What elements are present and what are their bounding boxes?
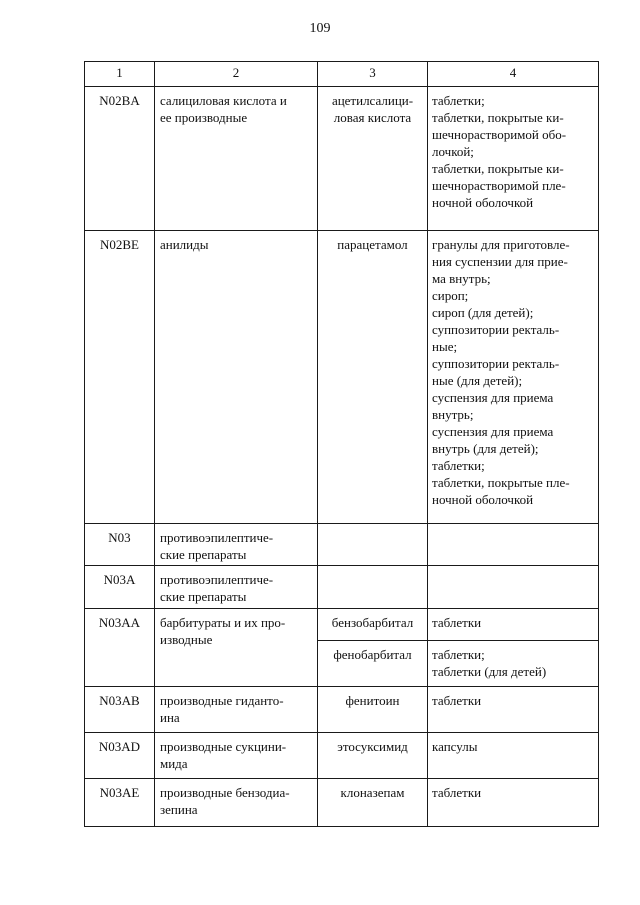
dosage-form-line: таблетки;	[432, 647, 485, 662]
dosage-forms-cell	[428, 687, 599, 733]
group-text-line: ские препараты	[160, 589, 247, 604]
dosage-form-line: таблетки	[432, 785, 482, 800]
dosage-form-line: гранулы для приготовле-	[432, 237, 570, 252]
dosage-form-line: ния суспензии для прие-	[432, 254, 568, 269]
dosage-form-line: таблетки	[432, 615, 482, 630]
dosage-form-line: суспензия для приема	[432, 424, 554, 439]
drug-name-cell	[318, 87, 428, 231]
atc-code-cell: N03AE	[85, 779, 155, 827]
group-text-line: производные гиданто-	[160, 693, 284, 708]
anatomic-group-cell	[155, 231, 318, 524]
group-text-line: ские препараты	[160, 547, 247, 562]
drug-name-line: парацетамол	[337, 237, 408, 252]
drug-table	[84, 61, 599, 827]
atc-code-cell: N03AD	[85, 733, 155, 779]
table-row	[85, 609, 599, 641]
dosage-form-line: суппозитории ректаль-	[432, 356, 560, 371]
dosage-form-line: шечнорастворимой пле-	[432, 178, 566, 193]
drug-name-line: фенитоин	[345, 693, 400, 708]
dosage-form-line: ма внутрь;	[432, 271, 491, 286]
table-row	[85, 524, 599, 566]
dosage-form-line: суспензия для приема	[432, 390, 554, 405]
column-header: 3	[318, 62, 428, 87]
table-row	[85, 779, 599, 827]
table-row	[85, 231, 599, 524]
group-text-line: салициловая кислота и	[160, 93, 287, 108]
dosage-forms-cell	[428, 733, 599, 779]
anatomic-group-cell	[155, 566, 318, 609]
dosage-form-line: сироп (для детей);	[432, 305, 534, 320]
anatomic-group-cell	[155, 733, 318, 779]
dosage-forms-cell	[428, 609, 599, 641]
table-header-row	[85, 62, 599, 87]
dosage-forms-cell	[428, 231, 599, 524]
dosage-forms-cell	[428, 779, 599, 827]
dosage-form-line: капсулы	[432, 739, 478, 754]
drug-name-line: этосуксимид	[337, 739, 408, 754]
dosage-form-line: таблетки, покрытые пле-	[432, 475, 570, 490]
drug-name-cell	[318, 609, 428, 641]
drug-name-cell	[318, 779, 428, 827]
table-row	[85, 87, 599, 231]
table-row	[85, 733, 599, 779]
column-header: 4	[428, 62, 599, 87]
dosage-form-line: таблетки, покрытые ки-	[432, 161, 564, 176]
atc-code-cell: N03A	[85, 566, 155, 609]
dosage-form-line: ночной оболочкой	[432, 492, 534, 507]
drug-name-cell	[318, 524, 428, 566]
group-text-line: зепина	[160, 802, 198, 817]
drug-name-line: фенобарбитал	[333, 647, 412, 662]
dosage-form-line: таблетки, покрытые ки-	[432, 110, 564, 125]
dosage-form-line: внутрь (для детей);	[432, 441, 539, 456]
drug-name-line: клоназепам	[340, 785, 405, 800]
dosage-form-line: таблетки (для детей)	[432, 664, 547, 679]
dosage-form-line: сироп;	[432, 288, 469, 303]
dosage-form-line: таблетки;	[432, 458, 485, 473]
dosage-form-line: таблетки;	[432, 93, 485, 108]
dosage-form-line: таблетки	[432, 693, 482, 708]
group-text-line: производные бензодиа-	[160, 785, 290, 800]
anatomic-group-cell	[155, 524, 318, 566]
anatomic-group-cell	[155, 687, 318, 733]
group-text-line: противоэпилептиче-	[160, 530, 274, 545]
dosage-form-line: шечнорастворимой обо-	[432, 127, 567, 142]
group-text-line: производные сукцини-	[160, 739, 287, 754]
anatomic-group-cell	[155, 87, 318, 231]
group-text-line: ее производные	[160, 110, 248, 125]
anatomic-group-cell	[155, 609, 318, 687]
column-header: 1	[85, 62, 155, 87]
anatomic-group-cell	[155, 779, 318, 827]
atc-code-cell: N03AA	[85, 609, 155, 687]
dosage-form-line: ные (для детей);	[432, 373, 523, 388]
drug-name-line: бензобарбитал	[331, 615, 414, 630]
page-number: 109	[309, 21, 331, 36]
table-row	[85, 687, 599, 733]
group-text-line: противоэпилептиче-	[160, 572, 274, 587]
group-text-line: мида	[160, 756, 188, 771]
dosage-form-line: суппозитории ректаль-	[432, 322, 560, 337]
dosage-form-line: лочкой;	[432, 144, 474, 159]
drug-name-cell	[318, 641, 428, 687]
drug-name-cell	[318, 687, 428, 733]
column-header: 2	[155, 62, 318, 87]
atc-code-cell: N02BA	[85, 87, 155, 231]
group-text-line: барбитураты и их про-	[160, 615, 286, 630]
table-row	[85, 566, 599, 609]
dosage-form-line: внутрь;	[432, 407, 474, 422]
drug-name-cell	[318, 566, 428, 609]
dosage-forms-cell	[428, 566, 599, 609]
dosage-form-line: ночной оболочкой	[432, 195, 534, 210]
drug-name-cell	[318, 231, 428, 524]
drug-name-cell	[318, 733, 428, 779]
dosage-forms-cell	[428, 524, 599, 566]
drug-name-line: ловая кислота	[333, 110, 412, 125]
group-text-line: анилиды	[160, 237, 209, 252]
group-text-line: ина	[160, 710, 180, 725]
atc-code-cell: N02BE	[85, 231, 155, 524]
group-text-line: изводные	[160, 632, 213, 647]
dosage-forms-cell	[428, 87, 599, 231]
dosage-forms-cell	[428, 641, 599, 687]
drug-name-line: ацетилсалици-	[331, 93, 414, 108]
atc-code-cell: N03AB	[85, 687, 155, 733]
atc-code-cell: N03	[85, 524, 155, 566]
dosage-form-line: ные;	[432, 339, 458, 354]
